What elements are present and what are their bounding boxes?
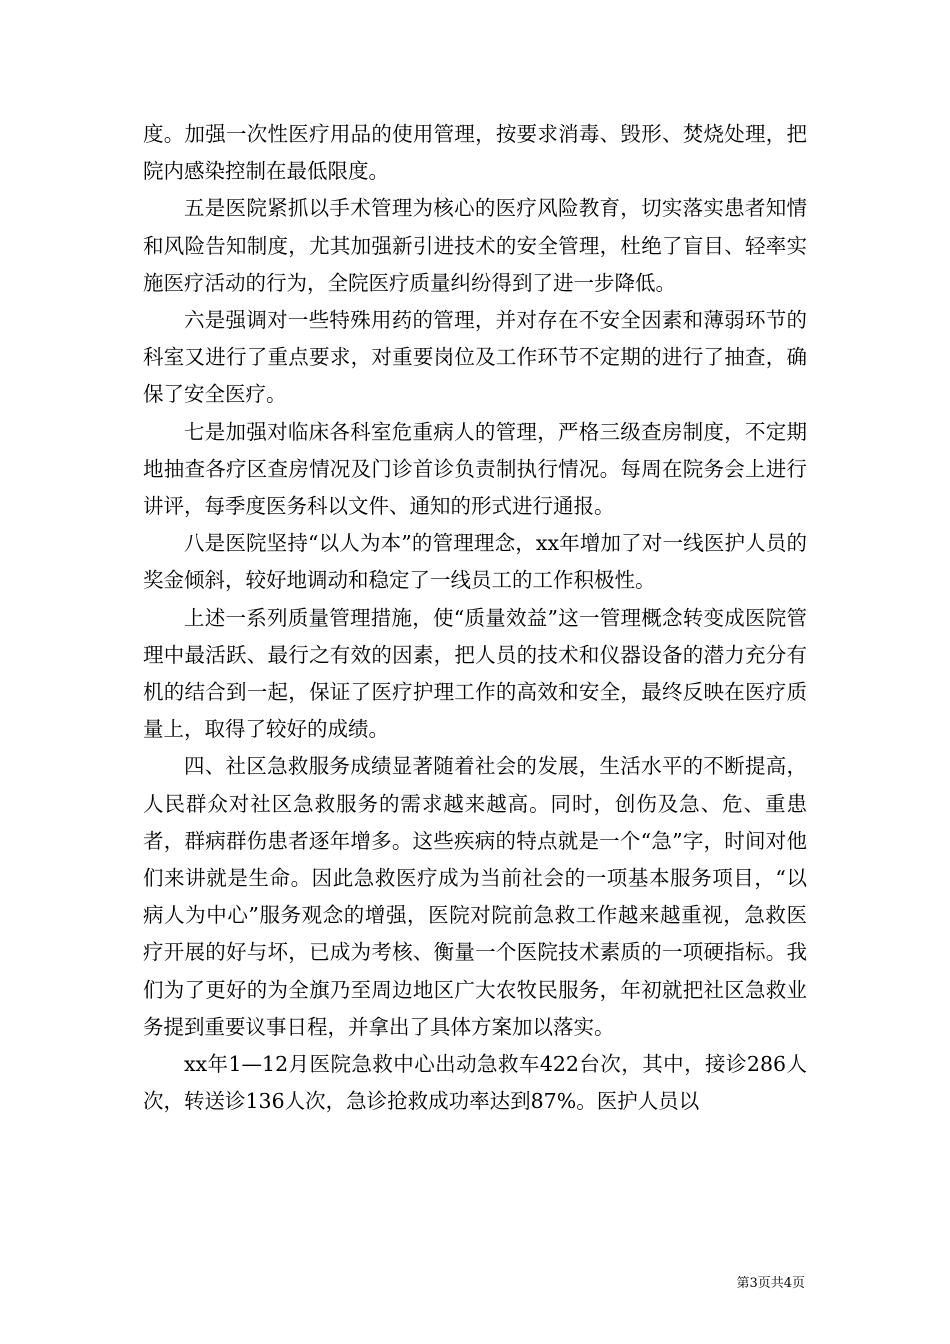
paragraph-7: 四、社区急救服务成绩显著随着社会的发展，生活水平的不断提高，人民群众对社区急救服务的需求越来越高。同时，创伤及急、危、重患者，群病群伤患者逐年增多。这些疾病的特点就是一个“急”字，时间对他们来讲就是生命。因此急救医疗成为当前社会的一项基本服务项目，“以病人为中心”服务观念的增强，医院对院前急救工作越来越重视，急救医疗开展的好与坏，已成为考核、衡量一个医院技术素质的一项硬指标。我们为了更好的为全旗乃至周边地区广大农牧民服务，年初就把社区急救业务提到重要议事日程，并拿出了具体方案加以落实。	[143, 754, 807, 1039]
paragraph-3: 六是强调对一些特殊用药的管理，并对存在不安全因素和薄弱环节的科室又进行了重点要求，对重要岗位及工作环节不定期的进行了抽查，确保了安全医疗。	[143, 308, 807, 407]
paragraph-8: xx年1—12月医院急救中心出动急救车422台次，其中，接诊286人次，转送诊136人次，急诊抢救成功率达到87%。医护人员以	[143, 1052, 807, 1114]
paragraph-5: 八是医院坚持“以人为本”的管理理念，xx年增加了对一线医护人员的奖金倾斜，较好地调动和稳定了一线员工的工作积极性。	[143, 531, 807, 593]
page-number-footer: 第3页共4页	[736, 1276, 805, 1291]
document-body	[143, 116, 807, 1120]
paragraph-1: 度。加强一次性医疗用品的使用管理，按要求消毒、毁形、焚烧处理，把院内感染控制在最低限度。	[143, 122, 807, 184]
paragraph-2: 五是医院紧抓以手术管理为核心的医疗风险教育，切实落实患者知情和风险告知制度，尤其加强新引进技术的安全管理，杜绝了盲目、轻率实施医疗活动的行为，全院医疗质量纠纷得到了进一步降低。	[143, 196, 807, 295]
paragraph-4: 七是加强对临床各科室危重病人的管理，严格三级查房制度，不定期地抽查各疗区查房情况及门诊首诊负责制执行情况。每周在院务会上进行讲评，每季度医务科以文件、通知的形式进行通报。	[143, 419, 807, 519]
paragraph-6: 上述一系列质量管理措施，使“质量效益”这一管理概念转变成医院管理中最活跃、最行之有效的因素，把人员的技术和仪器设备的潜力充分有机的结合到一起，保证了医疗护理工作的高效和安全，最终反映在医疗质量上，取得了较好的成绩。	[143, 605, 807, 742]
